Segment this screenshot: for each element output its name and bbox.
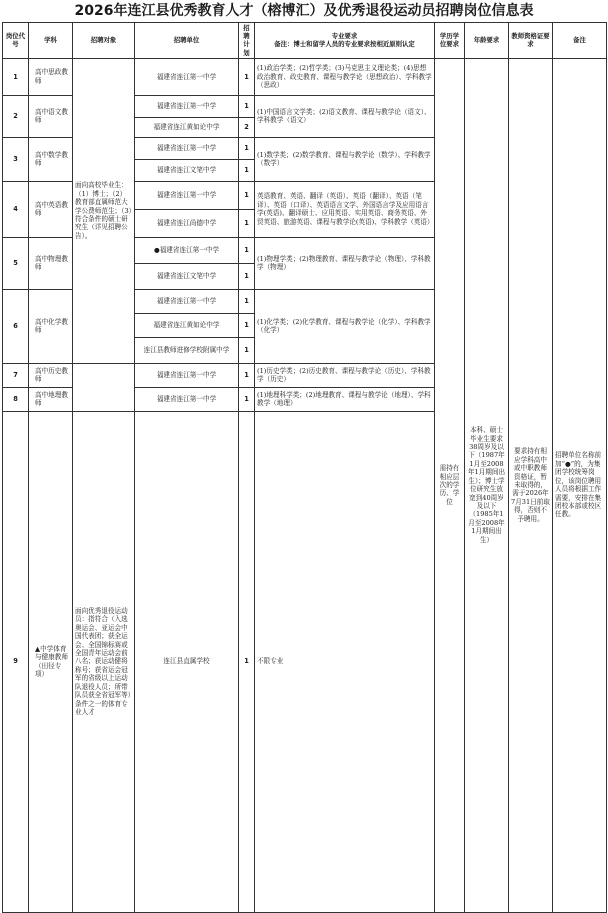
unit-cell: 连江县教师进修学校附属中学 bbox=[135, 337, 239, 363]
post-code-cell: 3 bbox=[3, 137, 29, 181]
plan-cell: 1 bbox=[239, 263, 255, 289]
table-row bbox=[3, 58, 607, 95]
unit-cell: 福建省连江第一中学 bbox=[135, 58, 239, 95]
header-row bbox=[3, 23, 607, 59]
unit-cell: 福建省连江第一中学 bbox=[135, 181, 239, 209]
unit-cell: 福建省连江第一中学 bbox=[135, 95, 239, 117]
major-cell: (1)数学类；(2)数学教育、课程与教学论（数学）、学科教学（数学） bbox=[255, 137, 435, 181]
unit-cell: 福建省连江第一中学 bbox=[135, 387, 239, 411]
major-cell: (1)政治学类；(2)哲学类；(3)马克思主义理论类；(4)思想政治教育、政史教育、课程与教学论（思想政治）、学科教学（思政） bbox=[255, 58, 435, 95]
header-plan: 招聘计划 bbox=[239, 23, 255, 59]
header-cert: 教师资格证要求 bbox=[509, 23, 553, 59]
header-major bbox=[255, 23, 435, 59]
post-code-cell: 5 bbox=[3, 237, 29, 289]
plan-cell: 1 bbox=[239, 411, 255, 912]
unit-cell: 福建省连江文笔中学 bbox=[135, 159, 239, 181]
plan-cell: 1 bbox=[239, 159, 255, 181]
header-post-code: 岗位代号 bbox=[3, 23, 29, 59]
post-code-cell: 8 bbox=[3, 387, 29, 411]
plan-cell: 1 bbox=[239, 181, 255, 209]
major-cell: 英语教育、英语、翻译（英语）、英语（翻译）、英语（笔译）、英语（口译）、英语语言文学、外国语言学及应用语言学(英语)、翻译硕士、应用英语、实用英语、商务英语、外贸英语、旅游英语、课程与教学论(英语)、学科教学（英语） bbox=[255, 181, 435, 237]
plan-cell: 1 bbox=[239, 209, 255, 237]
plan-cell: 1 bbox=[239, 387, 255, 411]
age-cell: 本科、硕士毕业生要求38周岁及以下（1987年1月至2008年1月期间出生）；博士学位研究生放宽到40周岁及以下（1985年1月至2008年1月期间出生） bbox=[465, 58, 509, 912]
post-code-cell: 7 bbox=[3, 363, 29, 387]
unit-cell: 连江县直属学校 bbox=[135, 411, 239, 912]
subject-cell: 高中历史教师 bbox=[29, 363, 73, 387]
post-code-cell: 9 bbox=[3, 411, 29, 912]
post-code-cell: 1 bbox=[3, 58, 29, 95]
plan-cell: 1 bbox=[239, 137, 255, 159]
header-age: 年龄要求 bbox=[465, 23, 509, 59]
unit-cell: 福建省连江黄如论中学 bbox=[135, 313, 239, 337]
target-cell-empty bbox=[73, 363, 135, 411]
page-title: 2026年连江县优秀教育人才（榕博汇）及优秀退役运动员招聘岗位信息表 bbox=[74, 3, 534, 19]
plan-cell: 1 bbox=[239, 237, 255, 263]
major-cell: (1)物理学类；(2)物理教育、课程与教学论（物理）、学科教学（物理） bbox=[255, 237, 435, 289]
post-code-cell: 6 bbox=[3, 289, 29, 363]
target-cell: 面向优秀退役运动员：指符合（入选奥运会、亚运会中国代表团；获全运会、全国锦标赛或全国青年运动会前八名；获运动健将称号；获省运会冠军的省级以上运动队退役人员；所带队员获全省冠军等）条件之一的体育专业人才 bbox=[73, 411, 135, 912]
header-major-note: 备注：博士和留学人员的专业要求按相近原则认定 bbox=[274, 40, 415, 49]
subject-cell: 高中英语教师 bbox=[29, 181, 73, 237]
cert-cell: 要求持有相应学科高中或中职教师资格证，暂未取得的，需于2026年7月31日前取得，否则不予聘用。 bbox=[509, 58, 553, 912]
plan-cell: 1 bbox=[239, 58, 255, 95]
header-unit: 招聘单位 bbox=[135, 23, 239, 59]
unit-cell: 福建省连江文笔中学 bbox=[135, 263, 239, 289]
plan-cell: 2 bbox=[239, 117, 255, 137]
plan-cell: 1 bbox=[239, 337, 255, 363]
remark-cell: 招聘单位名称前加“●”的，为集团学校统筹岗位，该岗位聘用人员将根据工作需要，安排在集团校本部或校区任教。 bbox=[553, 58, 607, 912]
unit-cell: 福建省连江第一中学 bbox=[135, 137, 239, 159]
unit-cell: 福建省连江黄如论中学 bbox=[135, 117, 239, 137]
target-cell: 面向高校毕业生：（1）博士；（2）教育部直属师范大学公费师范生；（3）符合条件的硕士研究生（详见招聘公告）。 bbox=[73, 58, 135, 363]
major-cell: (1)历史学类；(2)历史教育、课程与教学论（历史）、学科教学（历史） bbox=[255, 363, 435, 387]
plan-cell: 1 bbox=[239, 313, 255, 337]
subject-cell: 高中数学教师 bbox=[29, 137, 73, 181]
header-remark: 备注 bbox=[553, 23, 607, 59]
post-code-cell: 4 bbox=[3, 181, 29, 237]
plan-cell: 1 bbox=[239, 363, 255, 387]
unit-cell: 福建省连江第一中学 bbox=[135, 363, 239, 387]
major-cell: (1)化学类；(2)化学教育、课程与教学论（化学）、学科教学（化学） bbox=[255, 289, 435, 363]
plan-cell: 1 bbox=[239, 289, 255, 313]
unit-cell: 福建省连江尚德中学 bbox=[135, 209, 239, 237]
subject-cell: 高中语文教师 bbox=[29, 95, 73, 137]
header-major-title: 专业要求 bbox=[331, 32, 358, 41]
major-cell: 不限专业 bbox=[255, 411, 435, 912]
subject-cell: 高中物理教师 bbox=[29, 237, 73, 289]
subject-cell: 高中地理教师 bbox=[29, 387, 73, 411]
education-cell: 需持有相应层次的学历、学位 bbox=[435, 58, 465, 912]
recruitment-table bbox=[2, 22, 607, 913]
major-cell: (1)中国语言文学类；(2)语文教育、课程与教学论（语文）、学科教学（语文） bbox=[255, 95, 435, 137]
header-subject: 学科 bbox=[29, 23, 73, 59]
post-code-cell: 2 bbox=[3, 95, 29, 137]
major-cell: (1)地理科学类；(2)地理教育、课程与教学论（地理）、学科教学（地理） bbox=[255, 387, 435, 411]
header-education: 学历学位要求 bbox=[435, 23, 465, 59]
header-target: 招聘对象 bbox=[73, 23, 135, 59]
subject-cell: 高中化学教师 bbox=[29, 289, 73, 363]
unit-cell: 福建省连江第一中学 bbox=[135, 289, 239, 313]
subject-cell: ▲中学体育与健康教师（田径专项） bbox=[29, 411, 73, 912]
subject-cell: 高中思政教师 bbox=[29, 58, 73, 95]
unit-cell: ●福建省连江第一中学 bbox=[135, 237, 239, 263]
plan-cell: 1 bbox=[239, 95, 255, 117]
